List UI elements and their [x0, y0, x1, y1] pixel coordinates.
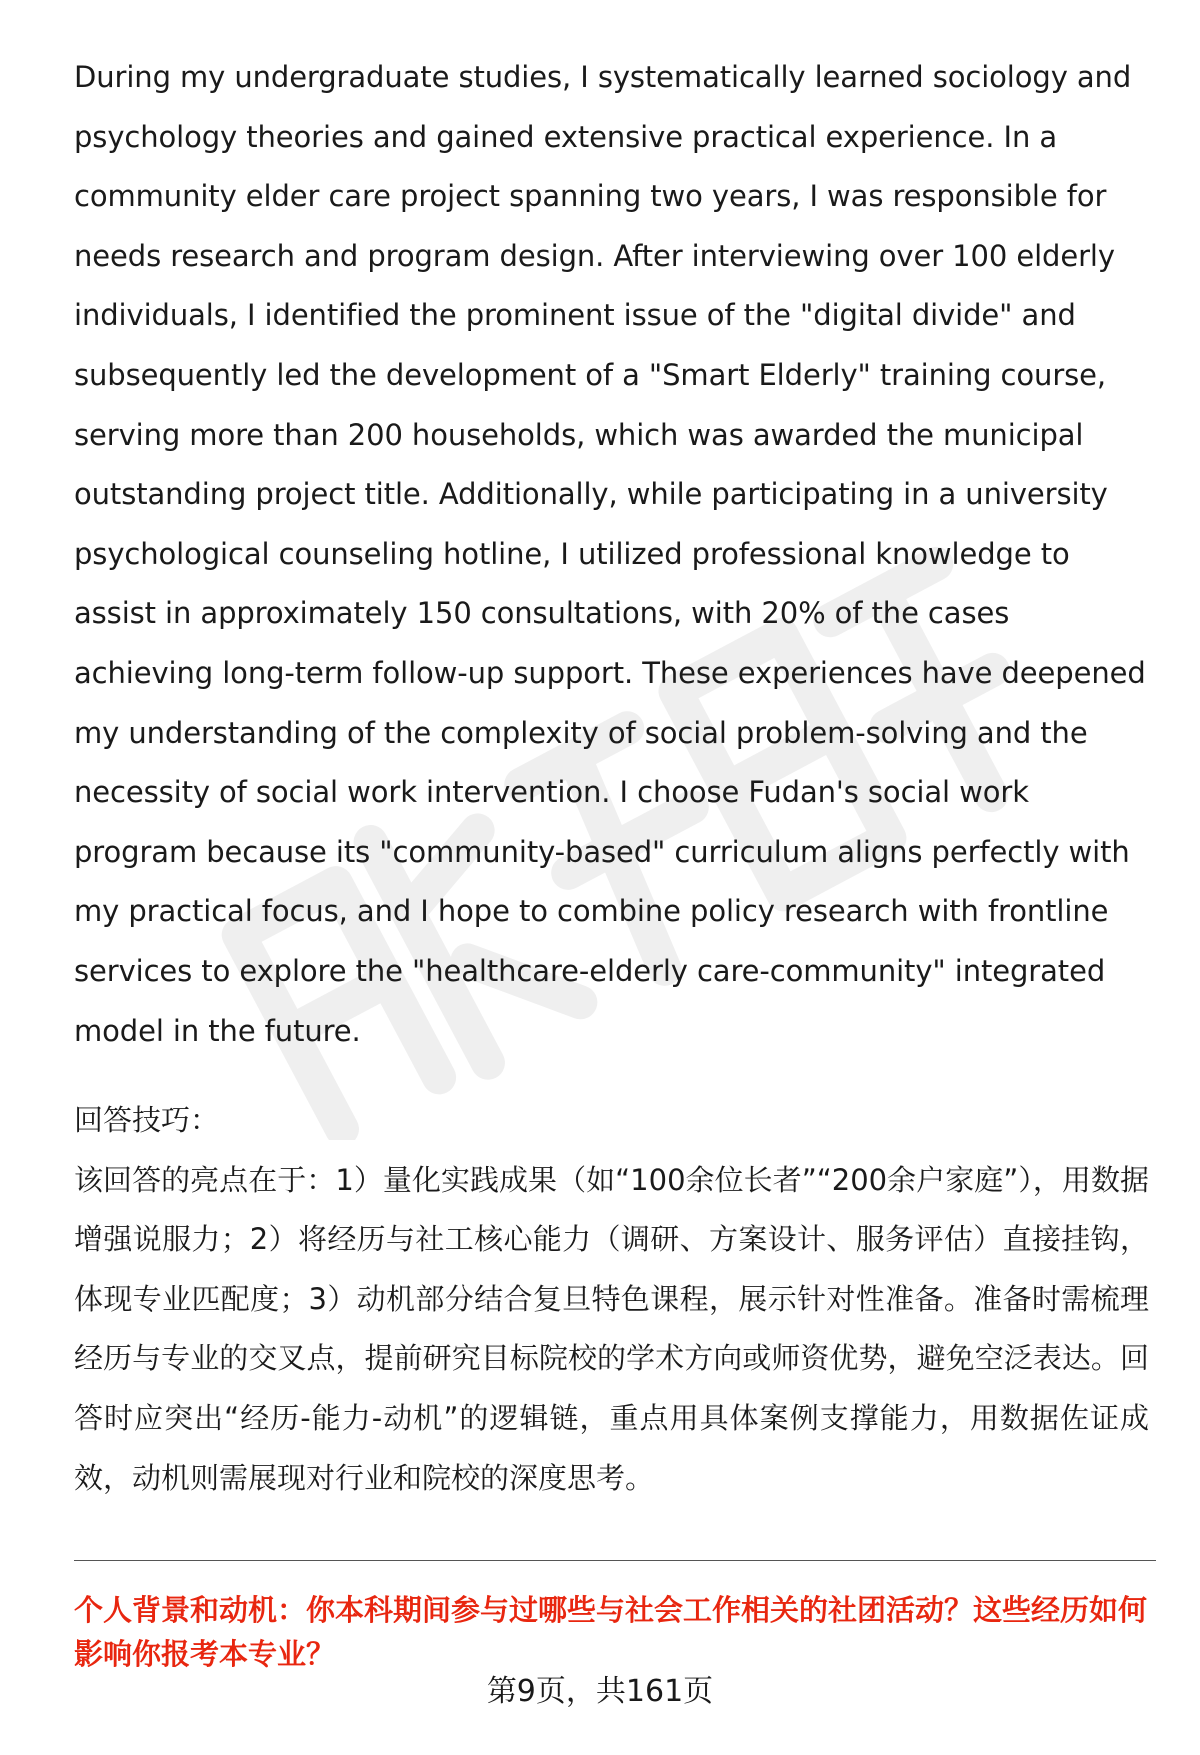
document-page	[74, 48, 1149, 1508]
tips-heading: 回答技巧：	[74, 1103, 220, 1138]
tips-paragraph: 该回答的亮点在于：1）量化实践成果（如“100余位长者”“200余户家庭”），用数据增强说服力；2）将经历与社工核心能力（调研、方案设计、服务评估）直接挂钩，体现专业匹配度；3）动机部分结合复旦特色课程，展示针对性准备。准备时需梳理经历与专业的交叉点，提前研究目标院校的学术方向或师资优势，避免空泛表达。回答时应突出“经历-能力-动机”的逻辑链，重点用具体案例支撑能力，用数据佐证成效，动机则需展现对行业和院校的深度思考。	[74, 1162, 1149, 1495]
page-number: 第9页，共161页	[486, 1674, 714, 1709]
section-divider	[74, 1560, 1156, 1561]
next-question-heading: 个人背景和动机：你本科期间参与过哪些与社会工作相关的社团活动？这些经历如何影响你报考本专业？	[74, 1593, 1148, 1671]
answer-paragraph: During my undergraduate studies, I systematically learned sociology and psychology theories and gained extensive practical experience. In a community elder care project spanning two years, I was responsible for needs research and program design. After interviewing over 100 elderly individuals, I identified the prominent issue of the "digital divide" and subsequently led the development of a "Smart Elderly" training course, serving more than 200 households, which was awarded the municipal outstanding project title. Additionally, while participating in a university psychological counseling hotline, I utilized professional knowledge to assist in approximately 150 consultations, with 20% of the cases achieving long-term follow-up support. These experiences have deepened my understanding of the complexity of social problem-solving and the necessity of social work intervention. I choose Fudan's social work program because its "community-based" curriculum aligns perfectly with my practical focus, and I hope to combine policy research with frontline services to explore the "healthcare-elderly care-community" integrated model in the future.	[74, 60, 1146, 1048]
